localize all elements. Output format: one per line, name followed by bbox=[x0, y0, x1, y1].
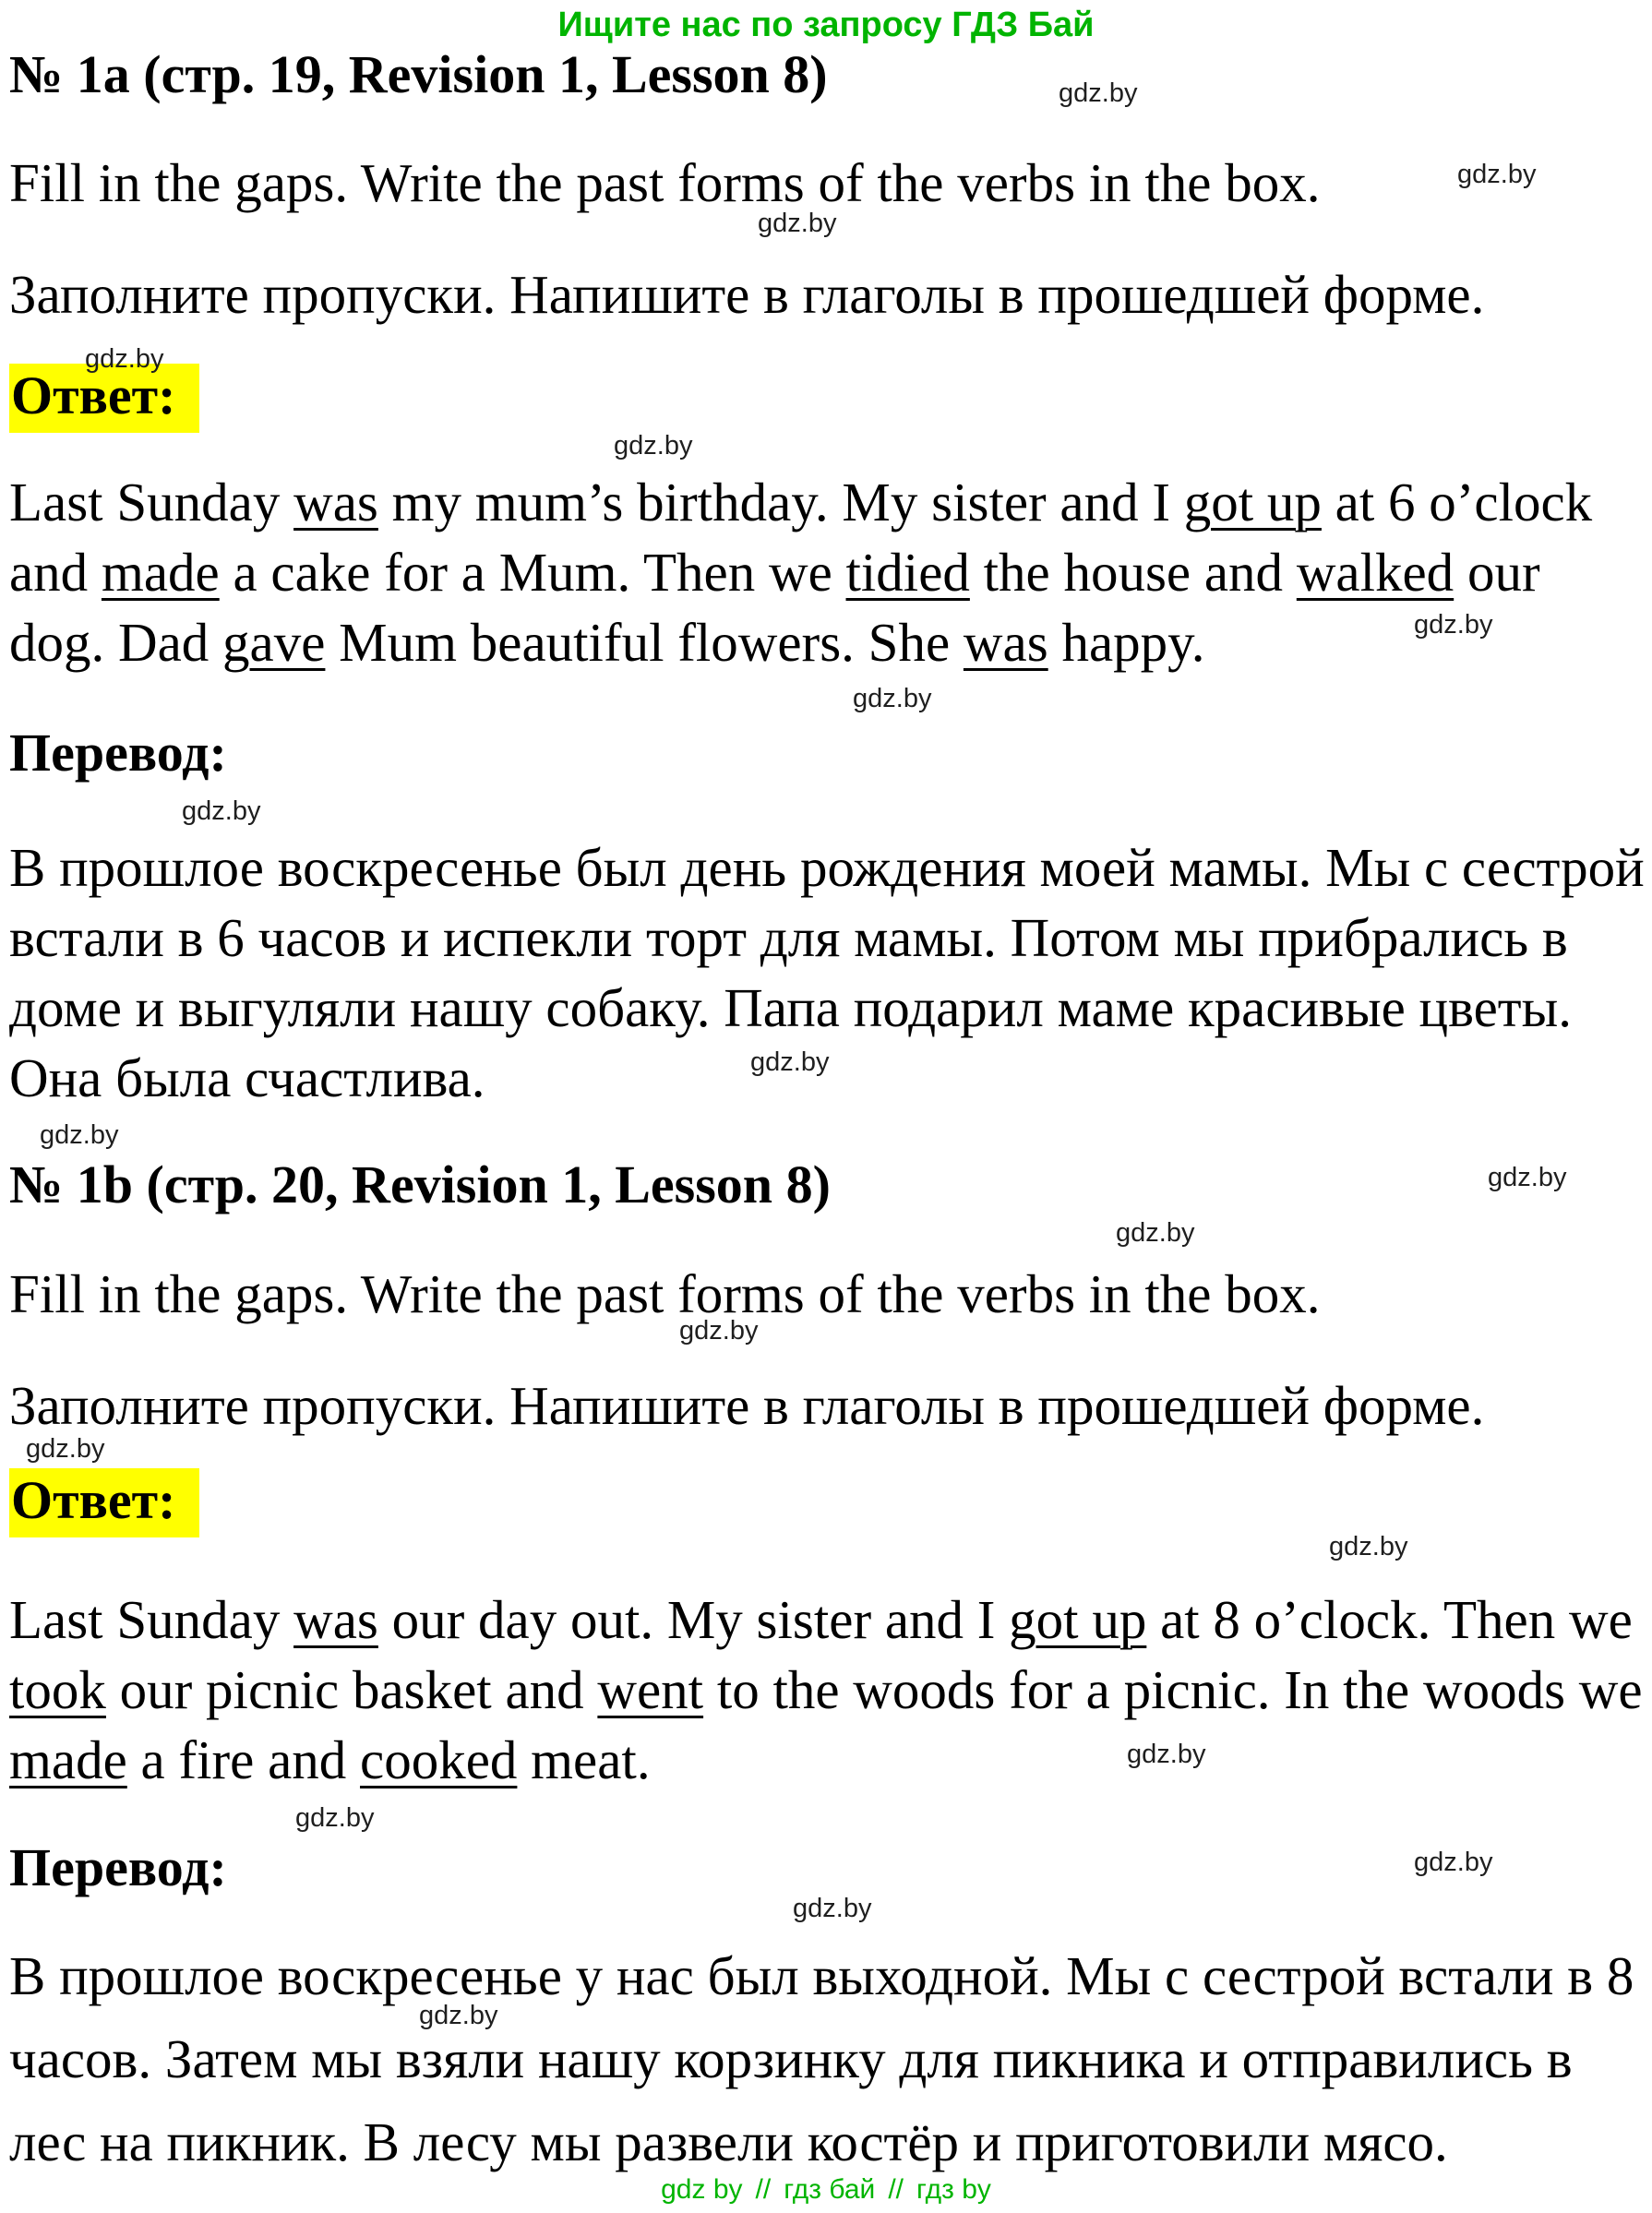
past-verb: made bbox=[101, 542, 220, 603]
answer-text: the house and bbox=[969, 542, 1297, 603]
footer-separator: // bbox=[888, 2174, 904, 2205]
gdzby-watermark: gdz.by bbox=[1329, 1532, 1408, 1561]
answer-text: my mum’s birthday. My sister and I bbox=[377, 472, 1184, 532]
answer-text: Mum beautiful flowers. She bbox=[325, 612, 964, 673]
gdzby-watermark: gdz.by bbox=[1116, 1218, 1195, 1248]
footer-link-gdz-by[interactable]: gdz by bbox=[661, 2174, 743, 2205]
answer-label-highlight: Ответ: bbox=[9, 1468, 199, 1537]
section-1a-instruction-en: Fill in the gaps. Write the past forms of the verbs in the box. bbox=[9, 152, 1321, 213]
gdzby-watermark: gdz.by bbox=[614, 431, 693, 461]
gdzby-watermark: gdz.by bbox=[1414, 610, 1493, 640]
gdzby-watermark: gdz.by bbox=[853, 684, 932, 713]
section-1b-instruction-ru: Заполните пропуски. Напишите в глаголы в прошедшей форме. bbox=[9, 1375, 1485, 1436]
answer-text: our dog. Dad bbox=[9, 542, 1540, 673]
answer-text: Last Sunday bbox=[9, 472, 294, 532]
footer-link-gdz-bai[interactable]: гдз бай bbox=[784, 2174, 876, 2205]
gdzby-watermark: gdz.by bbox=[1414, 1848, 1493, 1877]
answer-text: Last Sunday bbox=[9, 1589, 294, 1650]
section-1b-answer-label bbox=[9, 1470, 1645, 1532]
section-1a-translation-paragraph: В прошлое воскресенье был день рождения моей мамы. Мы с сестрой встали в 6 часов и испекли торт для мамы. Потом мы прибрались в доме и выгуляли нашу собаку. Папа подарил маме красивые цветы. Она была счастлива. bbox=[9, 837, 1645, 1108]
section-1a-instruction-ru: Заполните пропуски. Напишите в глаголы в прошедшей форме. bbox=[9, 264, 1485, 325]
section-1a-title: № 1a (стр. 19, Revision 1, Lesson 8) bbox=[9, 44, 828, 104]
past-verb: gave bbox=[222, 612, 326, 673]
past-verb: got up bbox=[1009, 1589, 1147, 1650]
gdzby-watermark: gdz.by bbox=[1457, 160, 1537, 189]
answer-text: meat. bbox=[517, 1729, 651, 1790]
past-verb: took bbox=[9, 1659, 106, 1720]
answer-label-highlight: Ответ: bbox=[9, 364, 199, 433]
section-1a-translation-label: Перевод: bbox=[9, 723, 227, 783]
gdzby-watermark: gdz.by bbox=[40, 1120, 119, 1150]
answer-text: a cake for a Mum. Then we bbox=[219, 542, 846, 603]
past-verb: went bbox=[597, 1659, 704, 1720]
section-1b-instruction-en: Fill in the gaps. Write the past forms of the verbs in the box. bbox=[9, 1263, 1321, 1324]
section-1a-answer-label bbox=[9, 365, 1645, 427]
gdzby-watermark: gdz.by bbox=[85, 344, 164, 374]
gdzby-watermark: gdz.by bbox=[1127, 1740, 1206, 1769]
past-verb: was bbox=[963, 612, 1048, 673]
past-verb: was bbox=[293, 1589, 378, 1650]
section-1b-translation-label: Перевод: bbox=[9, 1837, 227, 1897]
answer-text: a fire and bbox=[126, 1729, 361, 1790]
gdzby-watermark: gdz.by bbox=[758, 209, 837, 238]
answer-text: our picnic basket and bbox=[105, 1659, 598, 1720]
gdzby-watermark: gdz.by bbox=[679, 1316, 759, 1346]
section-1b-answer-paragraph bbox=[9, 1585, 1645, 1795]
section-1a-answer-paragraph bbox=[9, 467, 1645, 677]
gdzby-watermark: gdz.by bbox=[295, 1803, 375, 1833]
section-1b-translation-paragraph: В прошлое воскресенье у нас был выходной. Мы с сестрой встали в 8 часов. Затем мы взяли нашу корзинку для пикника и отправились в лес на пикник. В лесу мы развели костёр и приготовили мясо. bbox=[9, 1945, 1634, 2172]
answer-text: our day out. My sister and I bbox=[377, 1589, 1010, 1650]
past-verb: made bbox=[9, 1729, 127, 1790]
gdzby-watermark: gdz.by bbox=[750, 1047, 830, 1077]
gdzby-watermark: gdz.by bbox=[419, 2001, 498, 2030]
gdzby-watermark: gdz.by bbox=[793, 1894, 872, 1923]
gdzby-watermark: gdz.by bbox=[26, 1434, 105, 1464]
past-verb: was bbox=[293, 472, 378, 532]
gdzby-watermark: gdz.by bbox=[1488, 1163, 1567, 1192]
top-search-hint: Ищите нас по запросу ГДЗ Бай bbox=[557, 6, 1095, 44]
answer-text: happy. bbox=[1047, 612, 1205, 673]
footer-links bbox=[0, 2174, 1652, 2206]
gdzby-watermark: gdz.by bbox=[182, 796, 261, 826]
past-verb: cooked bbox=[360, 1729, 518, 1790]
answer-text: at 8 o’clock. Then we bbox=[1146, 1589, 1633, 1650]
section-1b-title: № 1b (стр. 20, Revision 1, Lesson 8) bbox=[9, 1154, 831, 1214]
footer-link-gdz-by-ru[interactable]: гдз by bbox=[916, 2174, 991, 2205]
answer-text: to the woods for a picnic. In the woods we bbox=[703, 1659, 1643, 1720]
past-verb: walked bbox=[1296, 542, 1454, 603]
past-verb: tidied bbox=[845, 542, 970, 603]
answer-text: at 6 o’clock and bbox=[9, 472, 1593, 603]
gdzby-watermark: gdz.by bbox=[1059, 78, 1138, 108]
footer-separator: // bbox=[755, 2174, 772, 2205]
past-verb: got up bbox=[1183, 472, 1322, 532]
